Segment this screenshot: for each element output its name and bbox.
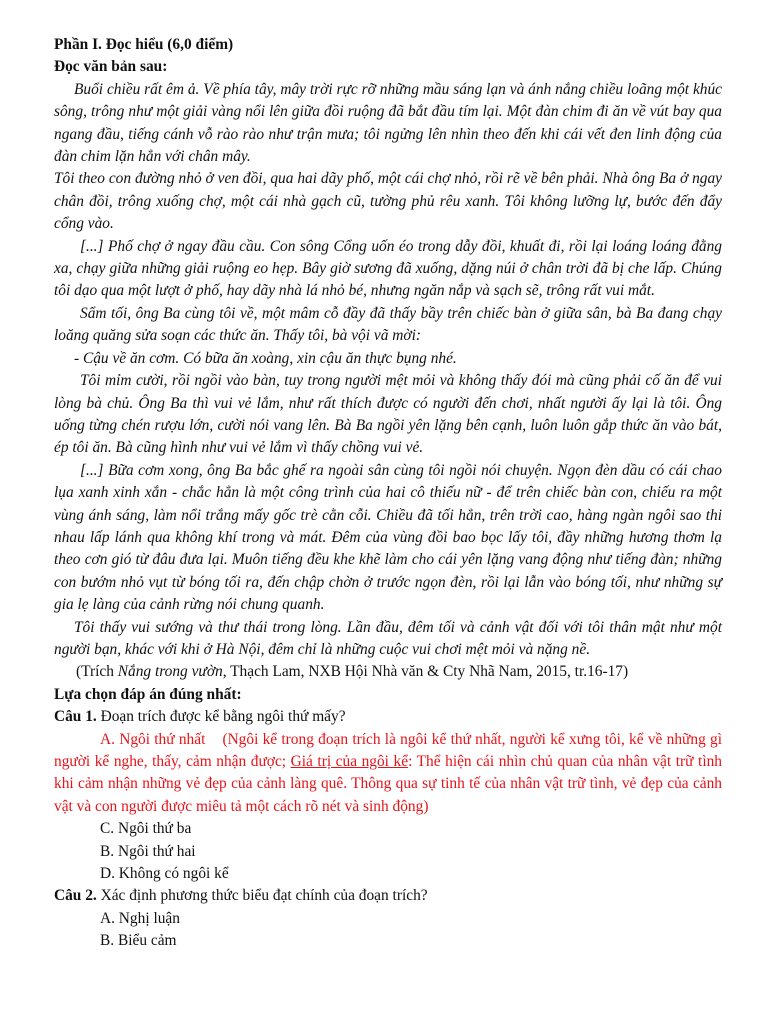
question-2-label: Câu 2. (54, 887, 97, 905)
quiz-instruction: Lựa chọn đáp án đúng nhất: (54, 685, 242, 703)
question-1-text: Đoạn trích được kể bằng ngôi thứ mấy? (96, 708, 346, 726)
reading-instruction: Đọc văn bản sau: (54, 58, 168, 76)
citation-prefix: (Trích (76, 663, 118, 681)
question-1 (54, 706, 722, 728)
question-2-text: Xác định phương thức biểu đạt chính của đoạn trích? (96, 887, 428, 905)
citation-suffix: , Thạch Lam, NXB Hội Nhà văn & Cty Nhã Nam, 2015, tr.16-17) (222, 663, 629, 681)
answer-a-label: A. Ngôi thứ nhất (100, 730, 206, 748)
passage-paragraph-6: Tôi mỉm cười, rồi ngồi vào bàn, tuy trong người mệt mỏi và không thấy đói mà cũng phải cố ăn để vui lòng bà chủ. Ông Ba thì vui vẻ lắm, như rất thích được có người đến chơi, nhất người ấy lại là tôi. Ông uống từng chén rượu lớn, cười nói vang lên. Bà Ba ngồi yên lặng bên cạnh, luôn luôn gắp thức ăn vào bát, ép tôi ăn. Bà cũng hình như vui vẻ lắm vì thấy chồng vui vẻ. (54, 372, 722, 457)
passage-paragraph-1: Buổi chiều rất êm ả. Về phía tây, mây trời rực rỡ những mầu sáng lạn và ánh nắng chiều loãng một khúc sông, trông như một giải vàng nổi lên giữa đồi ruộng đã bắt đầu tím lại. Một đàn chim đi ăn về vút bay qua ngang đầu, tiếng cánh vỗ rào rào như trận mưa; tôi ngửng lên nhìn theo đến khi cái vết đen linh động của đàn chim lặn hẳn với chân mây. (54, 80, 722, 166)
question-1-option-c: C. Ngôi thứ ba (100, 820, 192, 838)
part-title: Phần I. Đọc hiểu (6,0 điểm) (54, 36, 234, 53)
passage-paragraph-4: Sẩm tối, ông Ba cùng tôi về, một mâm cỗ đầy đã thấy bầy trên chiếc bàn ở giữa sân, bà Ba đang chạy loăng quăng sửa soạn các thức ăn. Thấy tôi, bà vội vã mời: (54, 304, 722, 345)
passage-paragraph-8: Tôi thấy vui sướng và thư thái trong lòng. Lần đầu, đêm tối và cảnh vật đối với tôi thân mật như một người bạn, khác với khi ở Hà Nội, đêm chỉ là những cuộc vui chơi mệt mỏi và nặng nề. (54, 618, 722, 658)
source-citation (54, 661, 722, 683)
answer-explanation-underlined: Giá trị của ngôi kể (290, 753, 409, 770)
question-2 (54, 885, 722, 907)
citation-work-title: Nắng trong vườn (117, 663, 223, 681)
passage-paragraph-2: Tôi theo con đường nhỏ ở ven đồi, qua hai dãy phố, một cái chợ nhỏ, rồi rẽ về bên phải. Nhà ông Ba ở ngay chân đồi, trông xuống chợ, một cái nhà gạch cũ, tường phủ rêu xanh. Tôi không lưỡng lự, bước đến đẩy cổng vào. (54, 170, 722, 233)
passage-paragraph-7: [...] Bữa cơm xong, ông Ba bắc ghế ra ngoài sân cùng tôi ngồi nói chuyện. Ngọn đèn dầu có cái chao lụa xanh xinh xắn - chắc hẳn là một công trình của hai cô thiếu nữ - để trên chiếc bàn con, chiếu ra một vùng ánh sáng, làm nổi trắng mấy gốc trè cằn cỗi. Chiều đã tối hẳn, trên trời cao, hàng ngàn ngôi sao thi nhau lấp lánh qua không khí trong và mát. Đêm của vùng đồi bao bọc lấy tôi, đầy những hương thơm lạ theo cơn gió từ đâu đưa lại. Muôn tiếng đều khe khẽ làm cho cái yên lặng vang động như tiếng đàn; những con bướm nhỏ vụt từ bóng tối ra, đến chập chờn ở trước ngọn đèn, rồi lại lẫn vào bóng tối, như những sự gia lẹ làng của cảnh rừng nói chung quanh. (54, 461, 722, 614)
question-1-correct-answer (54, 729, 722, 819)
answer-explanation-part-1: (Ngôi kể trong đoạn trích là ngôi kể thứ nhất, người kể xưng tôi, kể về những gì người kể nghe, thấy, cảm nhận được; (54, 730, 723, 770)
question-1-option-d: D. Không có ngôi kể (100, 865, 229, 883)
question-1-label: Câu 1. (54, 708, 97, 726)
question-2-option-b: B. Biểu cảm (100, 932, 177, 950)
passage-dialogue: - Cậu về ăn cơm. Có bữa ăn xoàng, xin cậu ăn thực bụng nhé. (74, 349, 457, 367)
question-1-option-b: B. Ngôi thứ hai (100, 842, 196, 860)
passage-paragraph-3: [...] Phố chợ ở ngay đầu cầu. Con sông Cổng uốn éo trong dẫy đồi, khuất đi, rồi lại loáng loáng đằng xa, chạy giữa những giải ruộng eo hẹp. Bây giờ sương đã xuống, dặng núi ở chân trời đã bị che lấp. Chúng tôi dạo qua một lượt ở phố, hay dãy nhà lá nhỏ bé, nhưng ngăn nắp và sạch sẽ, trông rất vui mắt. (54, 237, 722, 300)
question-2-option-a: A. Nghị luận (100, 909, 180, 927)
answer-explanation-part-2: : Thể hiện cái nhìn chủ quan của nhân vật trữ tình khi cảm nhận những vẻ đẹp của cảnh làng quê. Thông qua sự tinh tế của nhân vật trữ tình, vẻ đẹp của cảnh vật và con người được miêu tả một cách rõ nét và sinh động) (54, 753, 722, 815)
